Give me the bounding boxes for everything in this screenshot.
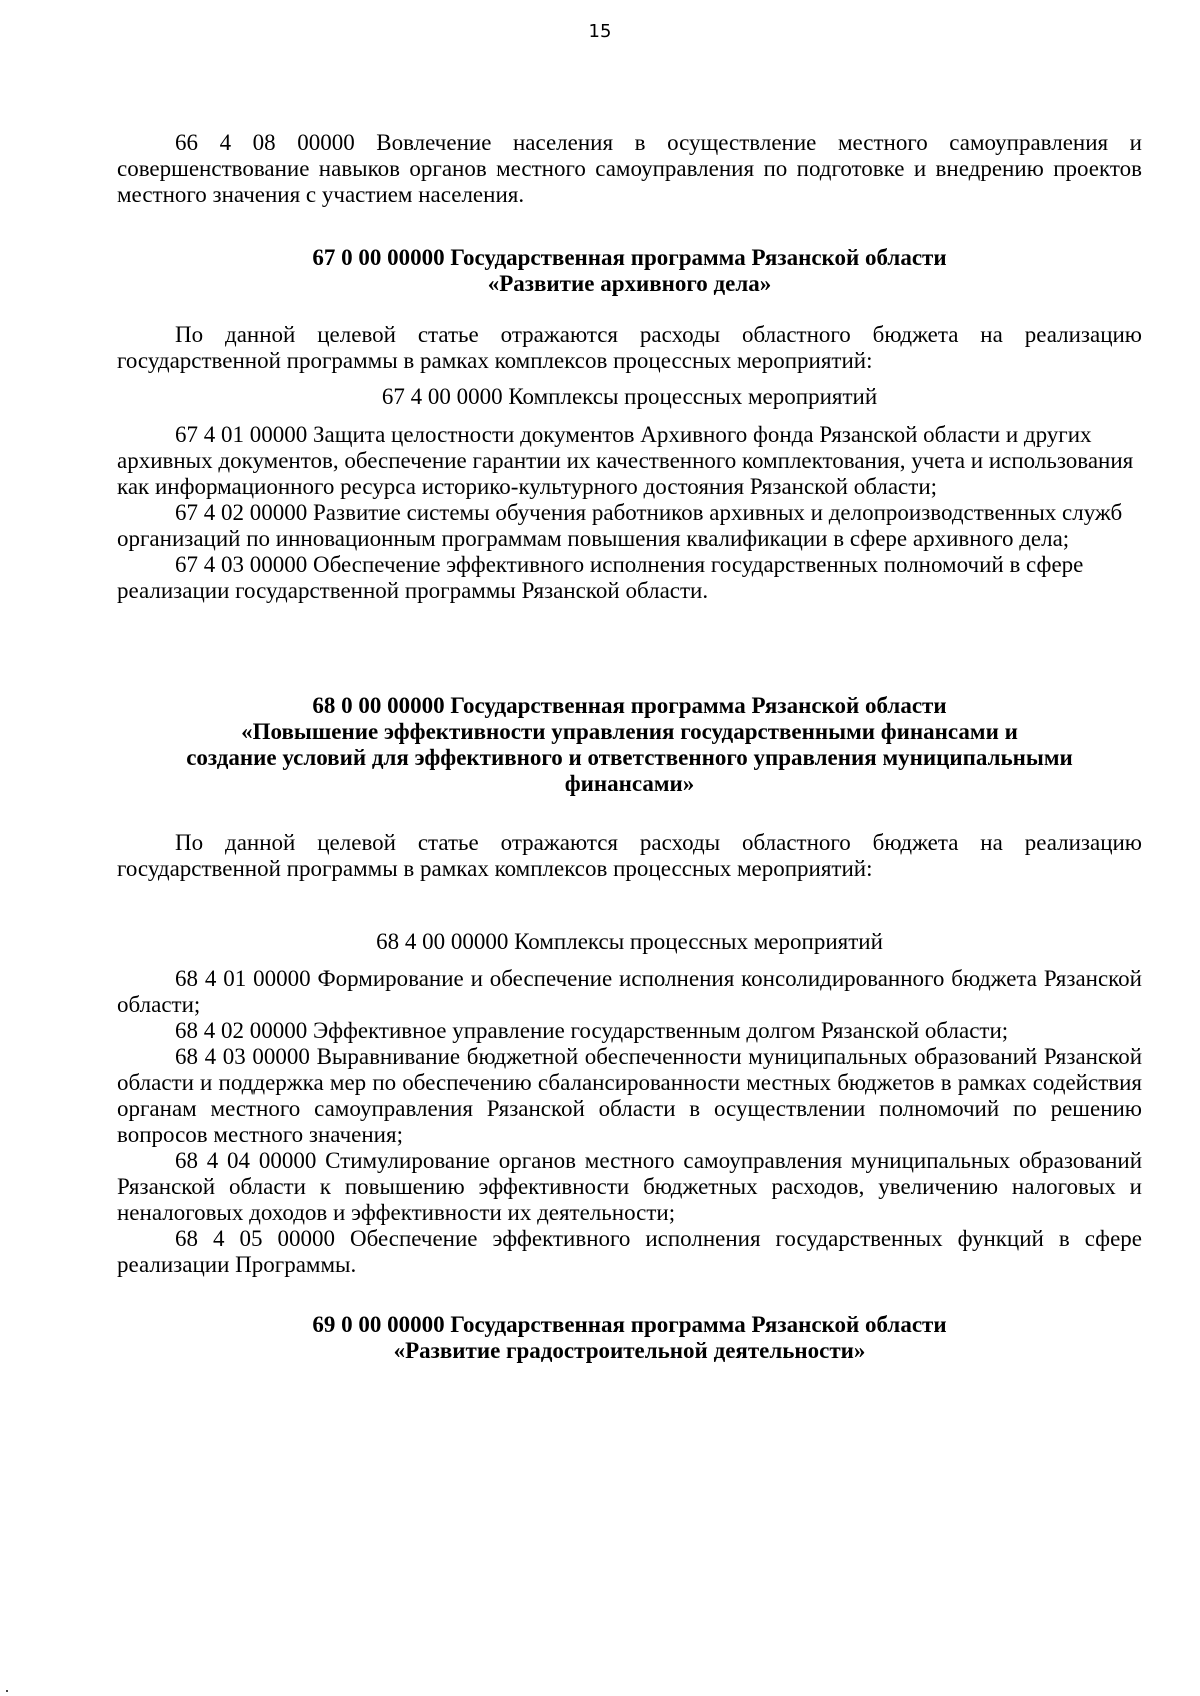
section-67-heading (117, 245, 1142, 297)
section-68-item: 68 4 02 00000 Эффективное управление государственным долгом Рязанской области; (175, 1018, 1009, 1043)
section-68-item: 68 4 03 00000 Выравнивание бюджетной обеспеченности муниципальных образований Рязанской области и поддержка мер по обеспечению сбалансированности местных бюджетов в рамках содействия органам местного самоуправления Рязанской области в осуществлении полномочий по решению вопросов местного значения; (117, 1044, 1142, 1147)
section-68-description-block (117, 830, 1142, 882)
section-67-subheading: 67 4 00 0000 Комплексы процессных мероприятий (381, 384, 878, 409)
section-67-item: 67 4 03 00000 Обеспечение эффективного исполнения государственных полномочий в сфере реализации государственной программы Рязанской области. (117, 552, 1084, 603)
section-67-description: По данной целевой статье отражаются расходы областного бюджета на реализацию государственной программы в рамках комплексов процессных мероприятий: (117, 322, 1142, 373)
page-number: 15 (588, 21, 612, 42)
intro-paragraph-block (117, 130, 1142, 208)
section-68-item: 68 4 05 00000 Обеспечение эффективного исполнения государственных функций в сфере реализации Программы. (117, 1226, 1142, 1277)
section-67-subheading-block (117, 384, 1142, 410)
section-68-item: 68 4 04 00000 Стимулирование органов местного самоуправления муниципальных образований Рязанской области к повышению эффективности бюджетных расходов, увеличению налоговых и неналоговых доходов и эффективности их деятельности; (117, 1148, 1142, 1225)
section-68-heading-line3: создание условий для эффективного и ответственного управления муниципальными (186, 745, 1073, 770)
section-69-heading-line2: «Развитие градостроительной деятельности» (393, 1338, 866, 1363)
section-67-item: 67 4 01 00000 Защита целостности документов Архивного фонда Рязанской области и других архивных документов, обеспечение гарантии их качественного комплектования, учета и использования как информационного ресурса историко-культурного достояния Рязанской области; (117, 422, 1134, 499)
section-68-subheading-block (117, 929, 1142, 955)
section-68-heading-line1: 68 0 00 00000 Государственная программа Рязанской области (312, 693, 947, 718)
section-69-heading-line1: 69 0 00 00000 Государственная программа Рязанской области (312, 1312, 947, 1337)
intro-paragraph: 66 4 08 00000 Вовлечение населения в осуществление местного самоуправления и совершенствование навыков органов местного самоуправления по подготовке и внедрению проектов местного значения с участием населения. (117, 130, 1142, 207)
section-67-item: 67 4 02 00000 Развитие системы обучения работников архивных и делопроизводственных служб организаций по инновационным программам повышения квалификации в сфере архивного дела; (117, 500, 1123, 551)
section-68-heading-line2: «Повышение эффективности управления государственными финансами и (241, 719, 1018, 744)
section-67-heading-line1: 67 0 00 00000 Государственная программа Рязанской области (312, 245, 947, 270)
section-69-heading (117, 1312, 1142, 1364)
section-68-subheading: 68 4 00 00000 Комплексы процессных мероприятий (376, 929, 883, 954)
section-67-description-block (117, 322, 1142, 374)
section-67-heading-line2: «Развитие архивного дела» (487, 271, 772, 296)
section-68-description: По данной целевой статье отражаются расходы областного бюджета на реализацию государственной программы в рамках комплексов процессных мероприятий: (117, 830, 1142, 881)
section-68-heading-line4: финансами» (564, 771, 695, 796)
section-68-item: 68 4 01 00000 Формирование и обеспечение исполнения консолидированного бюджета Рязанской области; (117, 966, 1142, 1017)
section-67-items (117, 422, 1142, 604)
section-68-heading (117, 693, 1142, 797)
scan-speck (6, 1690, 8, 1692)
section-68-items (117, 966, 1142, 1278)
